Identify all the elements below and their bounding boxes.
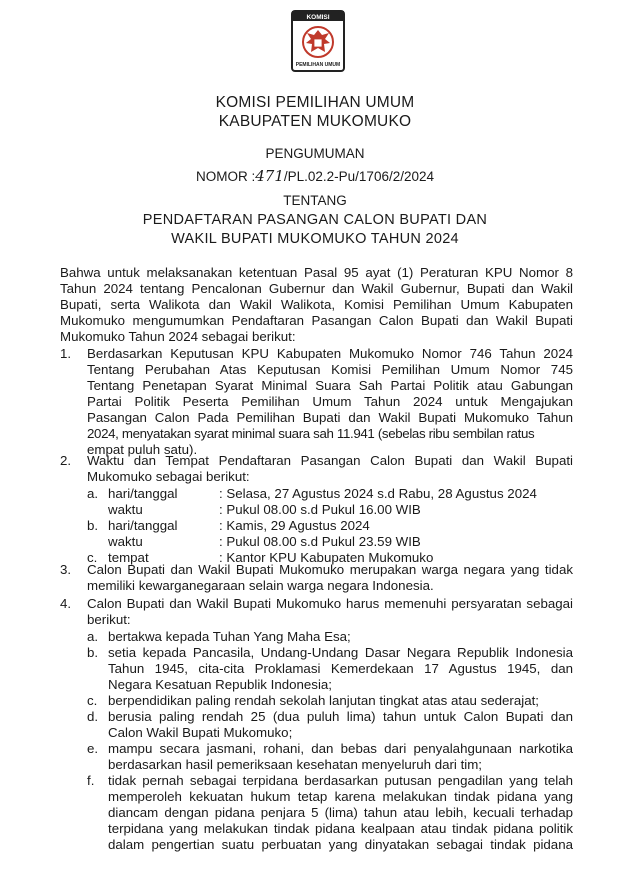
intro-line: Mukomuko Tahun 2024 sebagai berikut: xyxy=(60,329,296,344)
schedule-value: : Kamis, 29 Agustus 2024 xyxy=(219,518,370,533)
logo-top-text: KOMISI xyxy=(306,14,330,21)
item2-line: Waktu dan Tempat Pendaftaran Pasangan Calon Bupati dan Wakil Bupati xyxy=(87,453,573,468)
sub-line: mampu secara jasmani, rohani, dan bebas dari penyalahgunaan narkotika xyxy=(108,741,573,756)
schedule-label: hari/tanggal xyxy=(108,486,178,501)
sub-line: tidak pernah sebagai terpidana berdasarkan putusan pengadilan yang telah xyxy=(108,773,573,788)
list-item-2 xyxy=(60,453,573,568)
sub-letter: a. xyxy=(87,629,99,644)
schedule-value: : Pukul 08.00 s.d Pukul 23.59 WIB xyxy=(219,534,421,549)
intro-line: Bupati, serta Walikota dan Wakil Walikota, Komisi Pemilihan Umum Kabupaten xyxy=(60,297,573,312)
item3-line: Calon Bupati dan Wakil Bupati Mukomuko merupakan warga negara yang tidak xyxy=(87,562,573,577)
sub-line: berusia paling rendah 25 (dua puluh lima) tahun untuk Calon Bupati dan xyxy=(108,709,573,724)
sub-line: berpendidikan paling rendah sekolah lanjutan tingkat atas atau sederajat; xyxy=(108,693,539,708)
sub-line: Tahun 1945, cita-cita Proklamasi Kemerdekaan 17 Agustus 1945, dan xyxy=(108,661,573,676)
schedule-value: : Selasa, 27 Agustus 2024 s.d Rabu, 28 Agustus 2024 xyxy=(219,486,537,501)
schedule-letter: c. xyxy=(87,550,98,565)
list-item-3 xyxy=(60,562,573,596)
schedule-value: : Pukul 08.00 s.d Pukul 16.00 WIB xyxy=(219,502,421,517)
tentang-label: TENTANG xyxy=(283,193,347,208)
doc-type: PENGUMUMAN xyxy=(265,146,365,161)
intro-line: Bahwa untuk melaksanakan ketentuan Pasal 95 ayat (1) Peraturan KPU Nomor 8 xyxy=(60,265,573,280)
list-number: 4. xyxy=(60,596,72,611)
sub-letter: c. xyxy=(87,693,98,708)
logo-bottom-text: PEMILIHAN UMUM xyxy=(295,62,341,68)
sub-line: Negara Kesatuan Republik Indonesia; xyxy=(108,677,332,692)
intro-paragraph xyxy=(60,265,573,347)
list-number: 3. xyxy=(60,562,72,577)
intro-line: Tahun 2024 tentang Pencalonan Gubernur dan Wakil Gubernur, Bupati dan Wakil xyxy=(60,281,573,296)
schedule-label: tempat xyxy=(108,550,149,565)
sub-letter: d. xyxy=(87,709,99,724)
list-number: 2. xyxy=(60,453,72,468)
schedule-label: waktu xyxy=(108,534,143,549)
list-item-1 xyxy=(60,346,573,461)
schedule-letter: b. xyxy=(87,518,99,533)
schedule-label: waktu xyxy=(108,502,143,517)
sub-line: memperoleh kekuatan hukum tetap karena melakukan tindak pidana yang xyxy=(108,789,573,804)
schedule-value: : Kantor KPU Kabupaten Mukomuko xyxy=(219,550,434,565)
sub-letter: f. xyxy=(87,773,95,788)
doc-number xyxy=(0,167,630,185)
item1-line: Partai Politik Peserta Pemilihan Umum Tahun 2024 untuk Mengajukan xyxy=(87,394,573,409)
sub-line: bertakwa kepada Tuhan Yang Maha Esa; xyxy=(108,629,351,644)
schedule-letter: a. xyxy=(87,486,99,501)
item1-line: Tentang Perubahan Atas Keputusan Komisi Pemilihan Umum Nomor 745 xyxy=(87,362,573,377)
item1-line: Tentang Penetapan Syarat Minimal Suara Sah Partai Politik atau Gabungan xyxy=(87,378,573,393)
sub-letter: e. xyxy=(87,741,99,756)
title-line2: WAKIL BUPATI MUKOMUKO TAHUN 2024 xyxy=(171,231,459,247)
doc-number-label: NOMOR : xyxy=(195,169,256,184)
item1-line: 2024, menyatakan syarat minimal suara sah 11.941 (sebelas ribu sembilan ratus xyxy=(87,426,535,441)
intro-line: Mukomuko mengumumkan Pendaftaran Pasangan Calon Bupati dan Wakil Bupati xyxy=(60,313,573,328)
list-number: 1. xyxy=(60,346,72,361)
item1-line: Berdasarkan Keputusan KPU Kabupaten Mukomuko Nomor 746 Tahun 2024 xyxy=(87,346,573,361)
schedule-label: hari/tanggal xyxy=(108,518,178,533)
sub-line: diancam dengan pidana penjara 5 (lima) tahun atau lebih, kecuali terhadap xyxy=(108,805,573,820)
item1-line: empat puluh satu). xyxy=(87,442,198,457)
doc-number-rest: /PL.02.2-Pu/1706/2/2024 xyxy=(283,169,434,184)
item4-line: Calon Bupati dan Wakil Bupati Mukomuko harus memenuhi persyaratan sebagai xyxy=(87,596,573,611)
sub-line: setia kepada Pancasila, Undang-Undang Dasar Negara Republik Indonesia xyxy=(108,645,573,660)
item1-line: Pasangan Calon Pada Pemilihan Bupati dan Wakil Bupati Mukomuko Tahun xyxy=(87,410,573,425)
org-name-line1: KOMISI PEMILIHAN UMUM xyxy=(215,94,415,111)
item3-line: memiliki kewarganegaraan selain warga negara Indonesia. xyxy=(87,578,434,593)
sub-line: Calon Wakil Bupati Mukomuko; xyxy=(108,725,293,740)
org-name-line2: KABUPATEN MUKOMUKO xyxy=(218,113,412,130)
doc-number-handwritten: 471 xyxy=(255,167,284,185)
item4-line: berikut: xyxy=(87,612,131,627)
item2-line: Mukomuko sebagai berikut: xyxy=(87,469,250,484)
sub-line: dalam pengertian suatu perbuatan yang dinyatakan sebagai tindak pidana xyxy=(108,837,573,852)
list-item-4 xyxy=(60,596,573,886)
sub-line: terpidana yang melakukan tindak pidana kealpaan atau tindak pidana politik xyxy=(108,821,573,836)
kpu-logo xyxy=(289,8,347,78)
sub-letter: b. xyxy=(87,645,99,660)
title-line1: PENDAFTARAN PASANGAN CALON BUPATI DAN xyxy=(142,212,488,228)
sub-line: berdasarkan hasil pemeriksaan kesehatan menyeluruh dari tim; xyxy=(108,757,482,772)
